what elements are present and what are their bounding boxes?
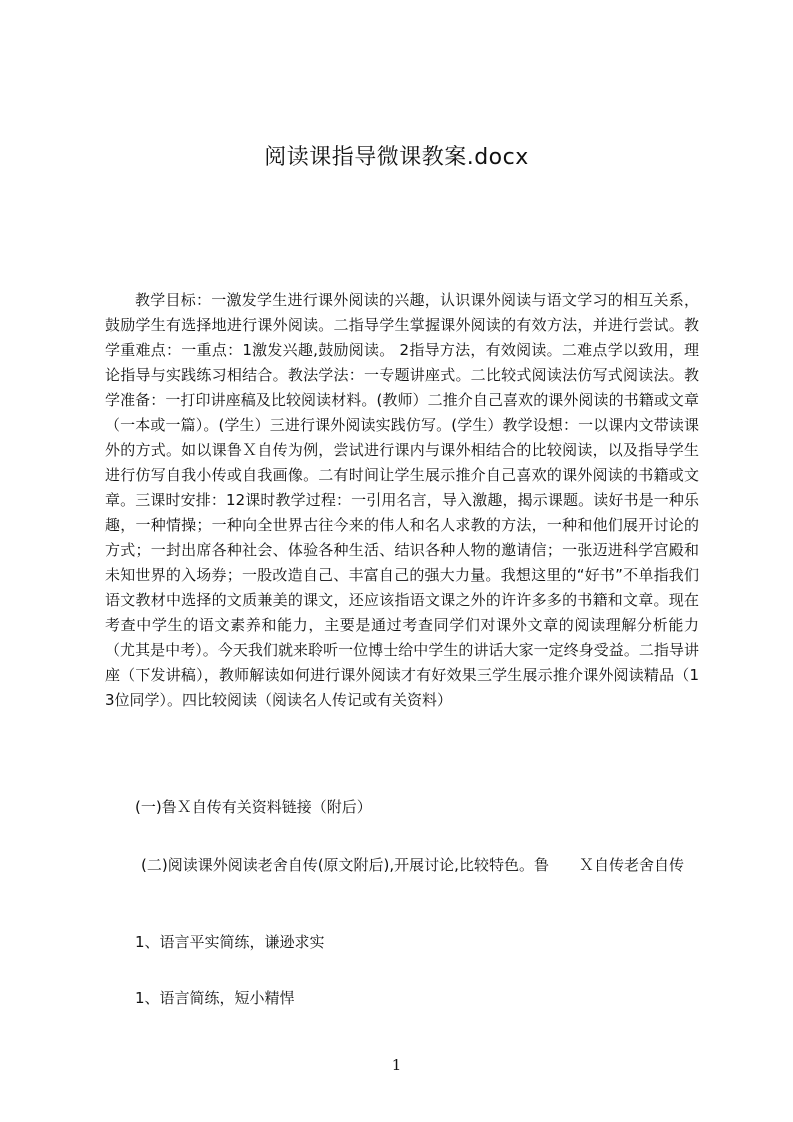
page-number: 1 [391, 1056, 402, 1074]
document-title: 阅读课指导微课教案.docx [264, 145, 529, 170]
list-item-2: 1、语言简练，短小精悍 [135, 989, 295, 1007]
body-paragraph: 教学目标：一激发学生进行课外阅读的兴趣，认识课外阅读与语文学习的相互关系，鼓励学生有选择地进行课外阅读。二指导学生掌握课外阅读的有效方法，并进行尝试。教学重难点：一重点：1激发兴趣,鼓励阅读。 2指导方法，有效阅读。二难点学以致用，理论指导与实践练习相结合。教法学法：一专题讲座式。二比较式阅读法仿写式阅读法。教学准备：一打印讲座稿及比较阅读材料。(教师）二推介自己喜欢的课外阅读的书籍或文章（一本或一篇）。(学生）三进行课外阅读实践仿写。(学生）教学设想：一以课内文带读课外的方式。如以课鲁Ｘ自传为例，尝试进行课内与课外相结合的比较阅读，以及指导学生进行仿写自我小传或自我画像。二有时间让学生展示推介自己喜欢的课外阅读的书籍或文章。三课时安排：12课时教学过程：一引用名言，导入激趣，揭示课题。读好书是一种乐趣，一种情操；一种向全世界古往今来的伟人和名人求教的方法，一种和他们展开讨论的方式；一封出席各种社会、体验各种生活、结识各种人物的邀请信；一张迈进科学宫殿和未知世界的入场券；一股改造自己、丰富自己的强大力量。我想这里的“好书”不单指我们语文教材中选择的文质兼美的课文，还应该指语文课之外的许许多多的书籍和文章。现在考查中学生的语文素养和能力，主要是通过考查同学们对课外文章的阅读理解分析能力（尤其是中考）。今天我们就来聆听一位博士给中学生的讲话大家一定终身受益。二指导讲座（下发讲稿），教师解读如何进行课外阅读才有好效果三学生展示推介课外阅读精品（13位同学）。四比较阅读（阅读名人传记或有关资料） [105, 291, 699, 709]
section-heading-1: (一)鲁Ｘ自传有关资料链接（附后） [135, 798, 372, 816]
section-heading-2: (二)阅读课外阅读老舍自传(原文附后),开展讨论,比较特色。鲁 Ｘ自传老舍自传 [141, 856, 684, 874]
list-item-1: 1、语言平实简练，谦逊求实 [135, 933, 325, 951]
